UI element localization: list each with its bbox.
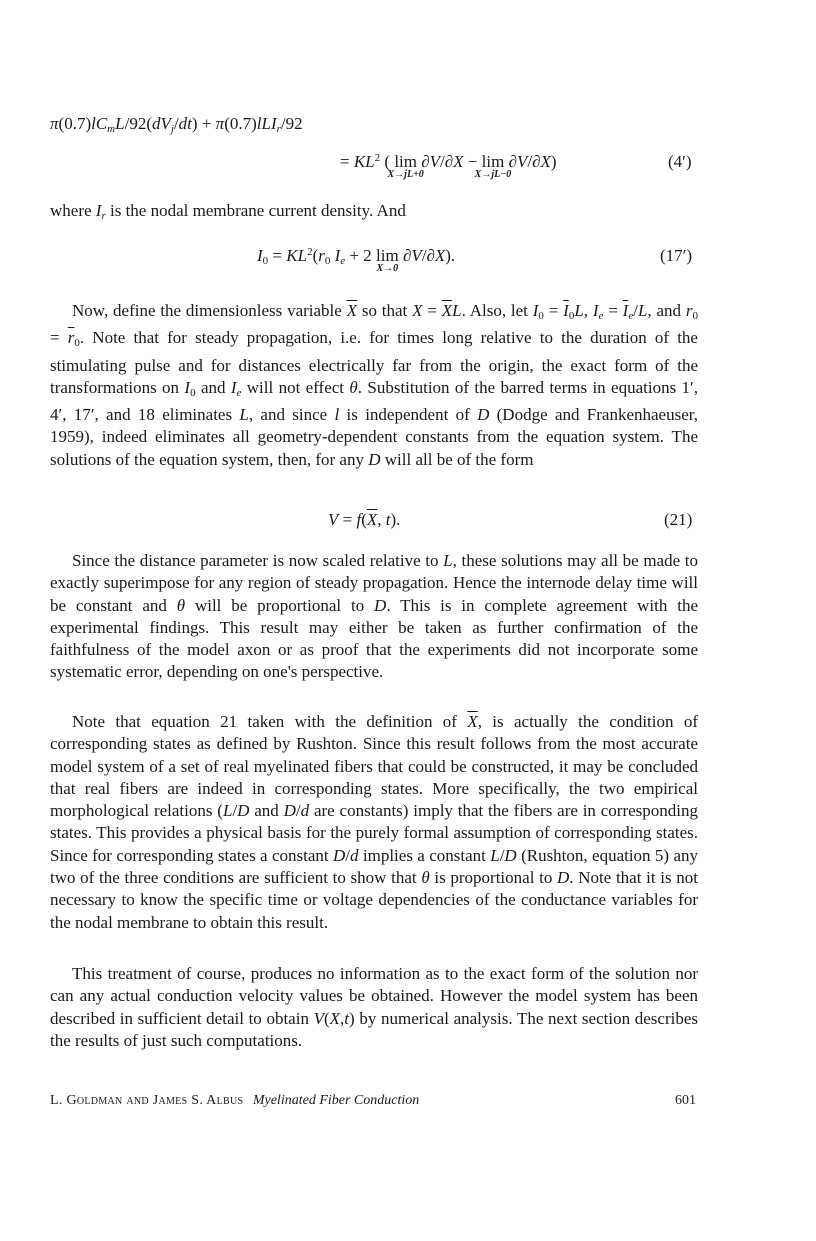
footer-title: Myelinated Fiber Conduction xyxy=(252,1093,420,1108)
equation-4-line1: $\pi(0.7)lC_mL/92(dV_j/dt) + \pi(0.7)lLI_r/92$ xyxy=(50,114,303,135)
equation-21-number: (21) xyxy=(664,510,693,529)
page-number: 601 xyxy=(675,1093,696,1108)
paragraph-superimpose: Since the distance parameter is now scaled relative to L, these solutions may all be made to exactly superimpose for any region of steady propagation. Hence the internode delay time will be constant and θ will be proportional to D. This is in complete agreement with the experimental findings. This result may either be taken as further confirmation of the faithfulness of the model axon or as proof that the experiments did not incorporate some systematic error, depending on one's perspective. xyxy=(50,551,698,682)
equation-17-number: (17′) xyxy=(660,246,693,265)
equation-4-line2: = $KL^2$ ( lim X→jL+0 ∂V/∂X − lim X→jL−0 ∂V/∂X) xyxy=(340,152,557,180)
page-footer xyxy=(50,1093,698,1109)
paragraph-dimensionless: Now, define the dimensionless variable $\overline{X}$ so that $X = \overline{X}L$. Also, let $I_0 = \overline{I}_0L$, $I_e = \overline{I}_e/L$, and $r_0 = \overline{r}_0$. Note that for steady propagation, i.e. for times long relative to the duration of the stimulating pulse and for distances electrically far from the origin, the exact form of the transformations on $I_0$ and $I_e$ will not effect θ. Substitution of the barred terms in equations 1′, 4′, 17′, and 18 eliminates L, and since l is independent of D (Dodge and Frankenhaeuser, 1959), indeed eliminates all geometry-dependent constants from the equation system. The solutions of the equation system, then, for any D will all be of the form xyxy=(50,301,699,469)
eq4-limit-2: X→jL−0 xyxy=(474,169,512,180)
equation-17: $I_0 = KL^2(r_0$ $I_e + 2$ lim X→0 ∂V/∂X). xyxy=(257,246,456,274)
paragraph-nodal-current: where $I_r$ is the nodal membrane current density. And xyxy=(50,201,406,222)
paragraph-numerical-analysis: This treatment of course, produces no information as to the exact form of the solution nor can any actual conduction velocity values be obtained. However the model system has been described in sufficient detail to obtain V(X,t) by numerical analysis. The next section describes the results of just such computations. xyxy=(50,964,698,1050)
equation-21: $V = f(\overline{X}$, t). xyxy=(328,510,401,529)
eq17-limit: X→0 xyxy=(376,263,399,274)
paragraph-corresponding-states: Note that equation 21 taken with the definition of $\overline{X}$, is actually the condition of corresponding states as defined by Rushton. Since this result follows from the most accurate model system of a set of real myelinated fibers that could be constructed, it may be concluded that real fibers are indeed in corresponding states. More specifically, the two empirical morphological relations (L/D and D/d are constants) imply that the fibers are in corresponding states. This provides a physical basis for the purely formal assumption of corresponding states. Since for corresponding states a constant D/d implies a constant L/D (Rushton, equation 5) any two of the three conditions are sufficient to show that θ is proportional to D. Note that it is not necessary to know the specific time or voltage dependencies of the conductance variables for the nodal membrane to obtain this result. xyxy=(50,712,698,932)
eq4-limit-1: X→jL+0 xyxy=(387,169,424,180)
equation-4-number: (4′) xyxy=(668,152,692,171)
footer-authors: L. Goldman and James S. Albus xyxy=(50,1093,244,1108)
